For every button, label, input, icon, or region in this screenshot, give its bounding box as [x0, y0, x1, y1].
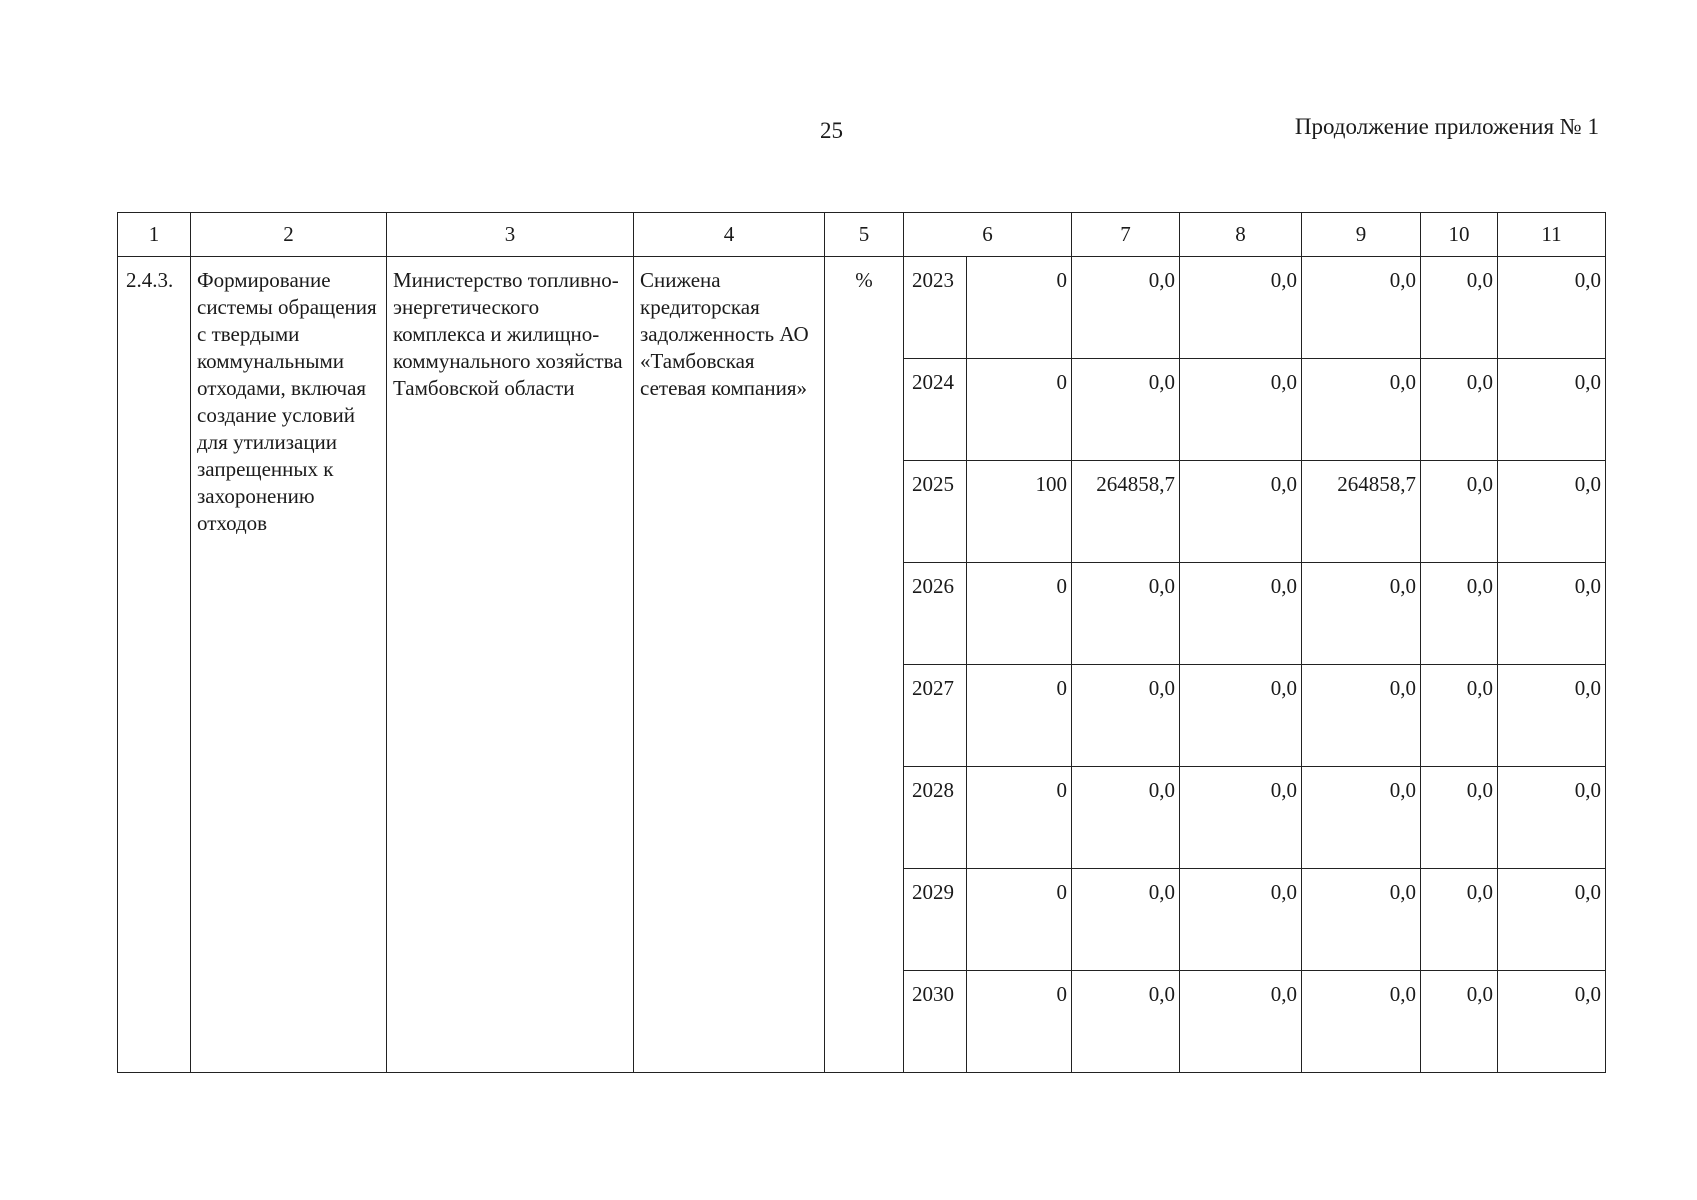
column-10-value: 0,0	[1421, 665, 1498, 767]
column-10-value: 0,0	[1421, 869, 1498, 971]
column-8-value: 0,0	[1180, 869, 1302, 971]
column-9-value: 0,0	[1302, 563, 1421, 665]
column-number: 6	[904, 213, 1072, 257]
year-cell: 2024	[904, 359, 967, 461]
column-number: 11	[1498, 213, 1606, 257]
column-number: 9	[1302, 213, 1421, 257]
column-11-value: 0,0	[1498, 563, 1606, 665]
table-row	[118, 257, 1606, 359]
column-number-row	[118, 213, 1606, 257]
page-number: 25	[820, 118, 843, 143]
column-10-value: 0,0	[1421, 767, 1498, 869]
year-cell: 2027	[904, 665, 967, 767]
column-11-value: 0,0	[1498, 767, 1606, 869]
column-10-value: 0,0	[1421, 563, 1498, 665]
appendix-table	[117, 212, 1606, 1073]
indicator-value: 100	[967, 461, 1072, 563]
column-number: 1	[118, 213, 191, 257]
column-10-value: 0,0	[1421, 461, 1498, 563]
year-cell: 2026	[904, 563, 967, 665]
column-9-value: 0,0	[1302, 971, 1421, 1073]
row-responsible: Министерство топливно-энергетического комплекса и жилищно-коммунального хозяйства Тамбовской области	[387, 257, 634, 1073]
year-cell: 2025	[904, 461, 967, 563]
indicator-value: 0	[967, 665, 1072, 767]
column-11-value: 0,0	[1498, 359, 1606, 461]
column-7-value: 0,0	[1072, 971, 1180, 1073]
column-number: 3	[387, 213, 634, 257]
column-11-value: 0,0	[1498, 257, 1606, 359]
column-7-value: 264858,7	[1072, 461, 1180, 563]
row-result: Снижена кредиторская задолженность АО «Тамбовская сетевая компания»	[634, 257, 825, 1073]
indicator-value: 0	[967, 971, 1072, 1073]
year-cell: 2023	[904, 257, 967, 359]
row-name: Формирование системы обращения с твердыми коммунальными отходами, включая создание условий для утилизации запрещенных к захоронению отходов	[191, 257, 387, 1073]
column-9-value: 264858,7	[1302, 461, 1421, 563]
indicator-value: 0	[967, 767, 1072, 869]
indicator-value: 0	[967, 257, 1072, 359]
column-10-value: 0,0	[1421, 257, 1498, 359]
column-7-value: 0,0	[1072, 869, 1180, 971]
column-11-value: 0,0	[1498, 971, 1606, 1073]
year-cell: 2029	[904, 869, 967, 971]
column-11-value: 0,0	[1498, 665, 1606, 767]
column-number: 10	[1421, 213, 1498, 257]
column-9-value: 0,0	[1302, 257, 1421, 359]
indicator-value: 0	[967, 359, 1072, 461]
column-7-value: 0,0	[1072, 257, 1180, 359]
column-7-value: 0,0	[1072, 563, 1180, 665]
column-number: 8	[1180, 213, 1302, 257]
column-9-value: 0,0	[1302, 665, 1421, 767]
column-8-value: 0,0	[1180, 767, 1302, 869]
column-number: 5	[825, 213, 904, 257]
column-8-value: 0,0	[1180, 563, 1302, 665]
column-11-value: 0,0	[1498, 869, 1606, 971]
column-9-value: 0,0	[1302, 869, 1421, 971]
column-11-value: 0,0	[1498, 461, 1606, 563]
column-number: 7	[1072, 213, 1180, 257]
column-7-value: 0,0	[1072, 359, 1180, 461]
indicator-value: 0	[967, 869, 1072, 971]
column-number: 4	[634, 213, 825, 257]
column-8-value: 0,0	[1180, 665, 1302, 767]
year-cell: 2028	[904, 767, 967, 869]
indicator-value: 0	[967, 563, 1072, 665]
column-10-value: 0,0	[1421, 971, 1498, 1073]
row-unit: %	[825, 257, 904, 1073]
column-7-value: 0,0	[1072, 767, 1180, 869]
column-number: 2	[191, 213, 387, 257]
appendix-note: Продолжение приложения № 1	[1294, 114, 1599, 139]
column-7-value: 0,0	[1072, 665, 1180, 767]
year-cell: 2030	[904, 971, 967, 1073]
column-9-value: 0,0	[1302, 359, 1421, 461]
column-9-value: 0,0	[1302, 767, 1421, 869]
column-10-value: 0,0	[1421, 359, 1498, 461]
column-8-value: 0,0	[1180, 359, 1302, 461]
column-8-value: 0,0	[1180, 461, 1302, 563]
column-8-value: 0,0	[1180, 257, 1302, 359]
column-8-value: 0,0	[1180, 971, 1302, 1073]
row-code: 2.4.3.	[118, 257, 191, 1073]
